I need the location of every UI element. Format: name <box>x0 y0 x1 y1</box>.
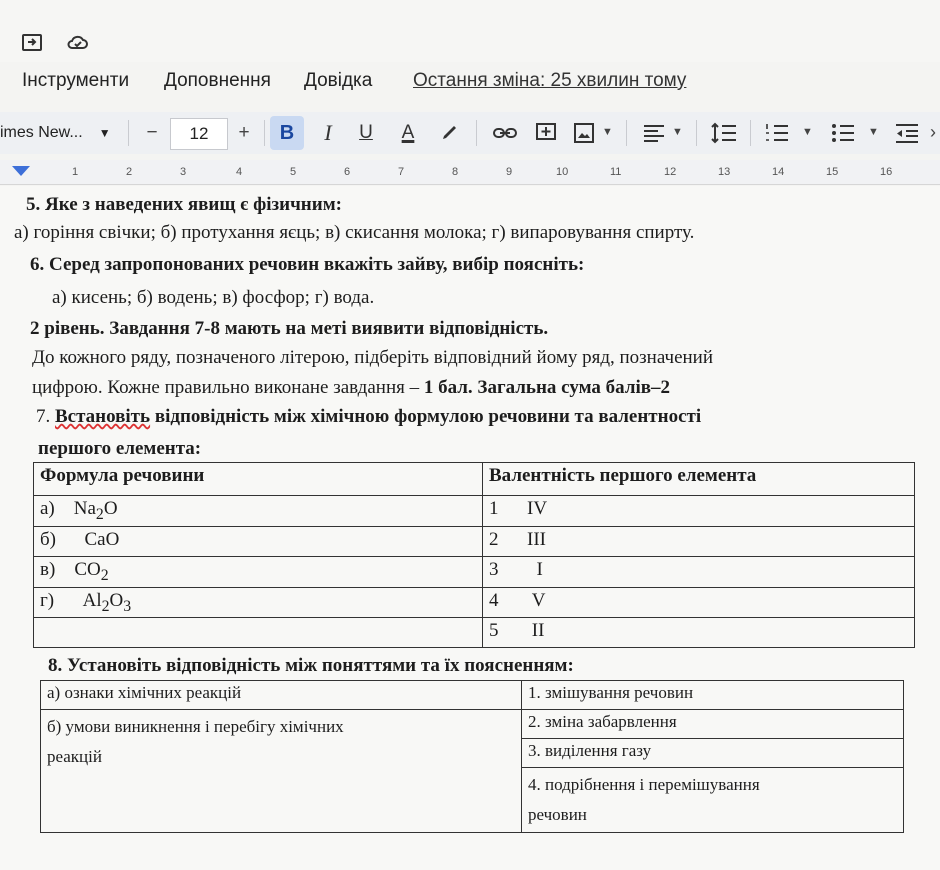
row-number: 3 <box>489 558 499 580</box>
menu-help[interactable]: Довідка <box>304 70 373 91</box>
table-row <box>34 618 915 648</box>
formula: O <box>109 589 124 611</box>
cloud-saved-icon[interactable] <box>66 30 90 54</box>
ruler-tick: 14 <box>772 166 785 178</box>
formula: O <box>103 498 118 519</box>
row-letter: в) <box>40 558 56 580</box>
ruler[interactable] <box>0 160 940 185</box>
numbered-list-icon[interactable] <box>764 121 790 145</box>
bulleted-list-icon[interactable] <box>830 121 856 145</box>
explanation-4-line-1: 4. подрібнення і перемішування <box>528 775 760 794</box>
insert-link-icon[interactable] <box>492 122 518 144</box>
table-header-row <box>34 463 915 496</box>
instructions-line-1: До кожного ряду, позначеного літерою, підберіть відповідний йому ряд, позначений <box>32 347 714 368</box>
ruler-tick: 1 <box>72 166 79 178</box>
formula-cell <box>34 496 483 527</box>
app-top-bar <box>0 0 940 62</box>
ruler-tick: 9 <box>506 166 513 178</box>
insert-comment-icon[interactable] <box>534 121 558 145</box>
chevron-down-icon[interactable]: ▼ <box>868 126 879 138</box>
document-page[interactable] <box>0 186 940 870</box>
valence-cell <box>483 556 915 587</box>
instructions-points: 1 бал. Загальна сума балів–2 <box>423 377 671 398</box>
formula: CaO <box>84 528 120 550</box>
table-row <box>41 681 904 710</box>
table-row <box>34 587 915 618</box>
move-to-folder-icon[interactable] <box>20 30 44 54</box>
formula-cell <box>34 556 483 587</box>
question-7 <box>36 406 701 428</box>
formula: Na <box>73 498 96 519</box>
toolbar-divider <box>750 120 751 146</box>
chevron-down-icon: ▼ <box>98 126 111 140</box>
question-5-options: а) горіння свічки; б) протухання яєць; в) скисання молока; г) випаровування спирту. <box>14 222 695 243</box>
toolbar-divider <box>264 120 265 146</box>
formula: Al <box>82 589 102 611</box>
row-number: 5 <box>489 620 499 642</box>
row-number: 2 <box>489 528 499 550</box>
last-edit-link[interactable]: Остання зміна: 25 хвилин тому <box>413 70 687 91</box>
formula-cell-empty <box>34 618 483 648</box>
concept-b-line-1: б) умови виникнення і перебігу хімічних <box>47 717 344 736</box>
ruler-tick: 3 <box>180 166 187 178</box>
question-7-number: 7. <box>36 406 55 427</box>
font-size-input[interactable]: 12 <box>170 118 228 150</box>
row-letter: а) <box>40 498 55 519</box>
chevron-down-icon[interactable]: ▼ <box>602 126 613 138</box>
more-options-icon[interactable]: › <box>930 122 936 142</box>
ruler-tick: 12 <box>664 166 677 178</box>
menu-tools[interactable]: Інструменти <box>22 70 130 91</box>
menu-bar <box>0 64 940 100</box>
underline-button[interactable]: U <box>359 122 373 143</box>
valence-value: IV <box>527 498 548 519</box>
decrease-indent-icon[interactable] <box>894 121 920 145</box>
instructions-text: цифрою. Кожне правильно виконане завдання – <box>32 377 424 398</box>
formula-cell <box>34 587 483 618</box>
ruler-tick: 5 <box>290 166 297 178</box>
valence-cell <box>483 496 915 527</box>
explanation-4-line-2: речовин <box>528 805 587 824</box>
valence-value: V <box>531 589 546 611</box>
align-left-icon[interactable] <box>642 123 666 143</box>
text-color-button[interactable]: A <box>401 122 415 143</box>
concepts-table <box>40 680 904 833</box>
ruler-tick: 11 <box>610 166 622 178</box>
toolbar-divider <box>476 120 477 146</box>
formula-cell <box>34 526 483 556</box>
formula: CO <box>74 558 101 580</box>
valence-table <box>33 462 915 648</box>
font-family-value: imes New... <box>0 124 83 141</box>
question-5: 5. Яке з наведених явищ є фізичним: <box>26 194 342 215</box>
level-2-heading: 2 рівень. Завдання 7-8 мають на меті виявити відповідність. <box>30 318 549 339</box>
ruler-tick: 8 <box>452 166 459 178</box>
spellcheck-word[interactable]: Встановіть <box>55 406 151 427</box>
increase-font-size-button[interactable]: + <box>238 122 250 143</box>
highlight-pen-icon[interactable] <box>438 121 462 145</box>
font-family-select[interactable] <box>0 112 120 154</box>
indent-marker-icon[interactable] <box>10 164 32 178</box>
header-formula: Формула речовини <box>34 463 483 496</box>
valence-cell <box>483 618 915 648</box>
ruler-tick: 10 <box>556 166 569 178</box>
valence-cell <box>483 587 915 618</box>
ruler-tick: 7 <box>398 166 405 178</box>
concept-b-line-2: реакцій <box>47 747 102 766</box>
line-spacing-icon[interactable] <box>710 121 738 145</box>
concept-b <box>41 710 522 833</box>
insert-image-icon[interactable] <box>572 121 596 145</box>
chevron-down-icon[interactable]: ▼ <box>802 126 813 138</box>
question-8: 8. Установіть відповідність між поняттями та їх поясненням: <box>48 655 574 676</box>
subscript: 2 <box>95 505 104 523</box>
italic-button[interactable]: I <box>324 120 332 145</box>
ruler-tick: 16 <box>880 166 893 178</box>
bold-button[interactable]: B <box>270 116 304 150</box>
explanation-1: 1. змішування речовин <box>522 681 904 710</box>
table-row <box>34 556 915 587</box>
row-number: 4 <box>489 589 499 611</box>
ruler-tick: 2 <box>126 166 133 178</box>
table-row <box>34 526 915 556</box>
instructions-line-2 <box>32 377 670 399</box>
question-6-options: а) кисень; б) водень; в) фосфор; г) вода. <box>52 287 375 308</box>
ruler-tick: 15 <box>826 166 839 178</box>
valence-value: II <box>531 620 545 642</box>
row-letter: б) <box>40 528 56 550</box>
toolbar-divider <box>626 120 627 146</box>
explanation-3: 3. виділення газу <box>522 739 904 768</box>
ruler-tick: 13 <box>718 166 731 178</box>
valence-value: I <box>536 558 543 580</box>
toolbar-divider <box>128 120 129 146</box>
ruler-tick: 6 <box>344 166 351 178</box>
decrease-font-size-button[interactable]: − <box>146 122 158 143</box>
explanation-4 <box>522 768 904 833</box>
question-6: 6. Серед запропонованих речовин вкажіть зайву, вибір поясніть: <box>30 254 585 275</box>
valence-cell <box>483 526 915 556</box>
formatting-toolbar <box>0 112 940 154</box>
toolbar-divider <box>696 120 697 146</box>
question-7-line-2: першого елемента: <box>38 438 202 459</box>
table-row <box>34 496 915 527</box>
row-number: 1 <box>489 498 499 519</box>
ruler-tick: 4 <box>236 166 243 178</box>
concept-a: а) ознаки хімічних реакцій <box>41 681 522 710</box>
subscript: 2 <box>101 597 110 615</box>
chevron-down-icon[interactable]: ▼ <box>672 126 683 138</box>
question-7-text: відповідність між хімічною формулою речовини та валентності <box>150 406 702 427</box>
menu-addons[interactable]: Доповнення <box>164 70 271 91</box>
explanation-2: 2. зміна забарвлення <box>522 710 904 739</box>
valence-value: III <box>527 528 546 550</box>
subscript: 3 <box>123 597 132 615</box>
subscript: 2 <box>100 566 109 584</box>
table-row <box>41 710 904 739</box>
row-letter: г) <box>40 589 55 611</box>
header-valence: Валентність першого елемента <box>483 463 915 496</box>
